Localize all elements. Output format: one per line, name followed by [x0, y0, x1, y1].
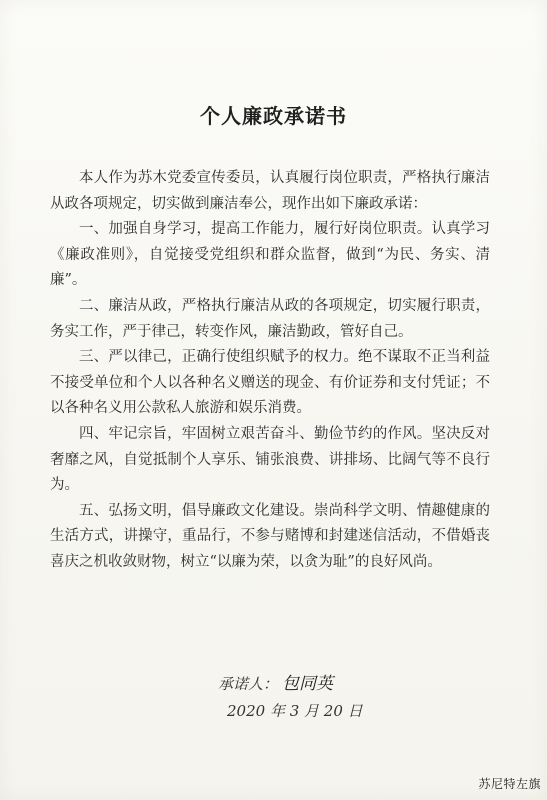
paragraph-4: 四、牢记宗旨，牢固树立艰苦奋斗、勤俭节约的作风。坚决反对奢靡之风，自觉抵制个人享乐、铺张浪费、讲排场、比阔气等不良行为。	[50, 425, 490, 494]
paragraph-3: 三、严以律己，正确行使组织赋予的权力。绝不谋取不正当利益不接受单位和个人以各种名义赠送的现金、有价证券和支付凭证；不以各种名义用公款私人旅游和娱乐消费。	[50, 349, 490, 417]
signature-date: 2020 年 3 月 20 日	[227, 702, 363, 720]
source-watermark: 苏尼特左旗	[478, 777, 541, 791]
paragraph-intro: 本人作为苏木党委宣传委员，认真履行岗位职责，严格执行廉洁从政各项规定，切实做到廉洁奉公，现作出如下廉政承诺：	[50, 170, 490, 212]
signature-name: 包同英	[282, 674, 334, 694]
paragraph-2: 二、廉洁从政，严格执行廉洁从政的各项规定，切实履行职责，务实工作，严于律己，转变作风，廉洁勤政，管好自己。	[50, 297, 490, 340]
document-title: 个人廉政承诺书	[200, 104, 347, 128]
paragraph-5: 五、弘扬文明，倡导廉政文化建设。崇尚科学文明、情趣健康的生活方式，讲操守，重品行，不参与赌博和封建迷信活动，不借婚丧喜庆之机收敛财物，树立“以廉为荣，以贪为耻”的良好风尚。	[50, 502, 490, 570]
paragraph-1: 一、加强自身学习，提高工作能力，履行好岗位职责。认真学习《廉政准则》，自觉接受党组织和群众监督，做到“为民、务实、清廉”。	[50, 221, 490, 289]
signature-line	[218, 669, 333, 694]
signature-label: 承诺人：	[218, 675, 279, 693]
document-body	[50, 166, 490, 576]
